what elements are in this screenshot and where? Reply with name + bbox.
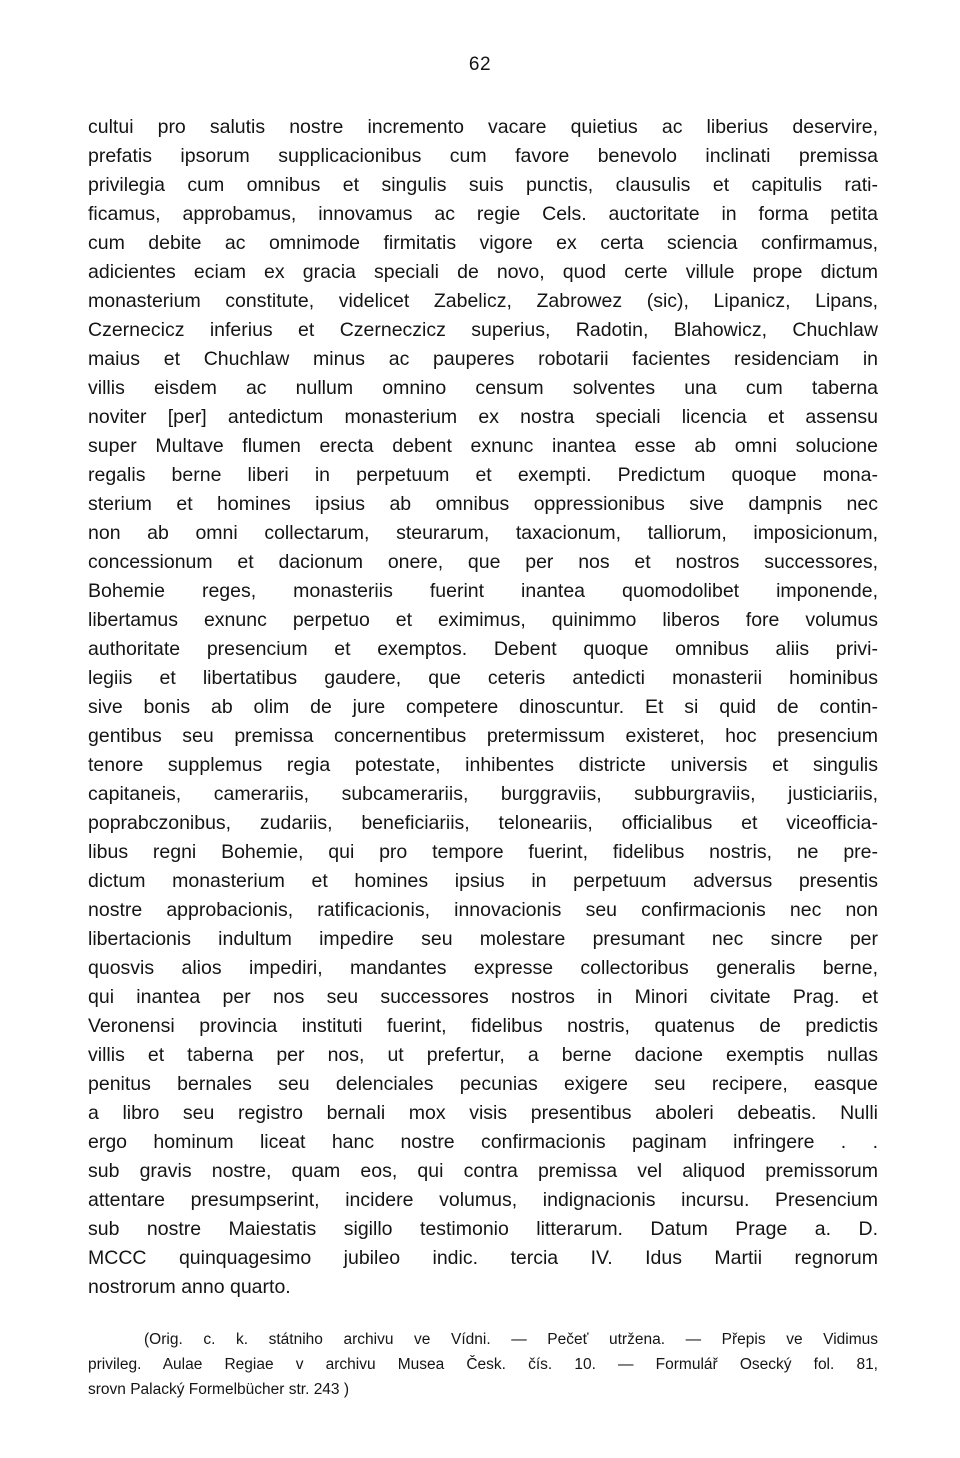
text-line: concessionum et dacionum onere, que per nos et nostros successores, (88, 551, 878, 573)
text-line: villis et taberna per nos, ut prefertur, a berne dacione exemptis nullas (88, 1044, 878, 1066)
text-line: sive bonis ab olim de jure competere dinoscuntur. Et si quid de contin- (88, 696, 878, 718)
text-line: Veronensi provincia instituti fuerint, fidelibus nostris, quatenus de predictis (88, 1015, 878, 1037)
text-line: quosvis alios impediri, mandantes expresse collectoribus generalis berne, (88, 957, 878, 979)
note-line: privileg. Aulae Regiae v archivu Musea Česk. čís. 10. — Formulář Osecký fol. 81, (88, 1356, 878, 1373)
text-line: dictum monasterium et homines ipsius in perpetuum adversus presentis (88, 870, 878, 892)
text-line: adicientes eciam ex gracia speciali de novo, quod certe villule prope dictum (88, 261, 878, 283)
page-number: 62 (468, 54, 492, 75)
text-line: capitaneis, camerariis, subcamerariis, burggraviis, subburgraviis, justiciariis, (88, 783, 878, 805)
note-line: srovn Palacký Formelbücher str. 243 ) (88, 1381, 350, 1398)
text-line: nostre approbacionis, ratificacionis, innovacionis seu confirmacionis nec non (88, 899, 878, 921)
text-line: ergo hominum liceat hanc nostre confirmacionis paginam infringere . . (88, 1131, 878, 1153)
text-line: ficamus, approbamus, innovamus ac regie Cels. auctoritate in forma petita (88, 203, 878, 225)
charter-text (88, 113, 878, 1302)
text-line: prefatis ipsorum supplicacionibus cum favore benevolo inclinati premissa (88, 145, 878, 167)
text-line: authoritate presencium et exemptos. Debent quoque omnibus aliis privi- (88, 638, 878, 660)
text-line: noviter [per] antedictum monasterium ex nostra speciali licencia et assensu (88, 406, 878, 428)
text-line: sterium et homines ipsius ab omnibus oppressionibus sive dampnis nec (88, 493, 878, 515)
text-line: libertacionis indultum impedire seu molestare presumant nec sincre per (88, 928, 878, 950)
note-line: (Orig. c. k. státniho archivu ve Vídni. — Pečeť utržena. — Přepis ve Vidimus (144, 1331, 878, 1348)
text-line: monasterium constitute, videlicet Zabelicz, Zabrowez (sic), Lipanicz, Lipans, (88, 290, 878, 312)
text-line: sub gravis nostre, quam eos, qui contra premissa vel aliquod premissorum (88, 1160, 878, 1182)
text-line: penitus bernales seu delenciales pecunias exigere seu recipere, easque (88, 1073, 878, 1095)
text-line: poprabczonibus, zudariis, beneficiariis, teloneariis, officialibus et viceofficia- (88, 812, 878, 834)
text-line: qui inantea per nos seu successores nostros in Minori civitate Prag. et (88, 986, 878, 1008)
text-line: a libro seu registro bernali mox visis presentibus aboleri debeatis. Nulli (88, 1102, 878, 1124)
text-line: legiis et libertatibus gaudere, que ceteris antedicti monasterii hominibus (88, 667, 878, 689)
text-line: tenore supplemus regia potestate, inhibentes districte universis et singulis (88, 754, 878, 776)
text-line: sub nostre Maiestatis sigillo testimonio litterarum. Datum Prage a. D. (88, 1218, 878, 1240)
text-line: regalis berne liberi in perpetuum et exempti. Predictum quoque mona- (88, 464, 878, 486)
text-line: super Multave flumen erecta debent exnunc inantea esse ab omni solucione (88, 435, 878, 457)
text-line: attentare presumpserint, incidere volumus, indignacionis incursu. Presencium (88, 1189, 878, 1211)
text-line: MCCC quinquagesimo jubileo indic. tercia IV. Idus Martii regnorum (88, 1247, 878, 1269)
source-note (88, 1327, 878, 1402)
text-line: libus regni Bohemie, qui pro tempore fuerint, fidelibus nostris, ne pre- (88, 841, 878, 863)
text-line: privilegia cum omnibus et singulis suis punctis, clausulis et capitulis rati- (88, 174, 878, 196)
text-line: cum debite ac omnimode firmitatis vigore ex certa sciencia confirmamus, (88, 232, 878, 254)
text-line: villis eisdem ac nullum omnino censum solventes una cum taberna (88, 377, 878, 399)
text-line: cultui pro salutis nostre incremento vacare quietius ac liberius deservire, (88, 116, 878, 138)
text-line: Czernecicz inferius et Czerneczicz superius, Radotin, Blahowicz, Chuchlaw (88, 319, 878, 341)
text-line: gentibus seu premissa concernentibus pretermissum existeret, hoc presencium (88, 725, 878, 747)
text-line: nostrorum anno quarto. (88, 1276, 291, 1298)
text-line: non ab omni collectarum, steurarum, taxacionum, talliorum, imposicionum, (88, 522, 878, 544)
text-line: maius et Chuchlaw minus ac pauperes robotarii facientes residenciam in (88, 348, 878, 370)
text-line: Bohemie reges, monasteriis fuerint inantea quomodolibet imponende, (88, 580, 878, 602)
text-line: libertamus exnunc perpetuo et eximimus, quinimmo liberos fore volumus (88, 609, 878, 631)
